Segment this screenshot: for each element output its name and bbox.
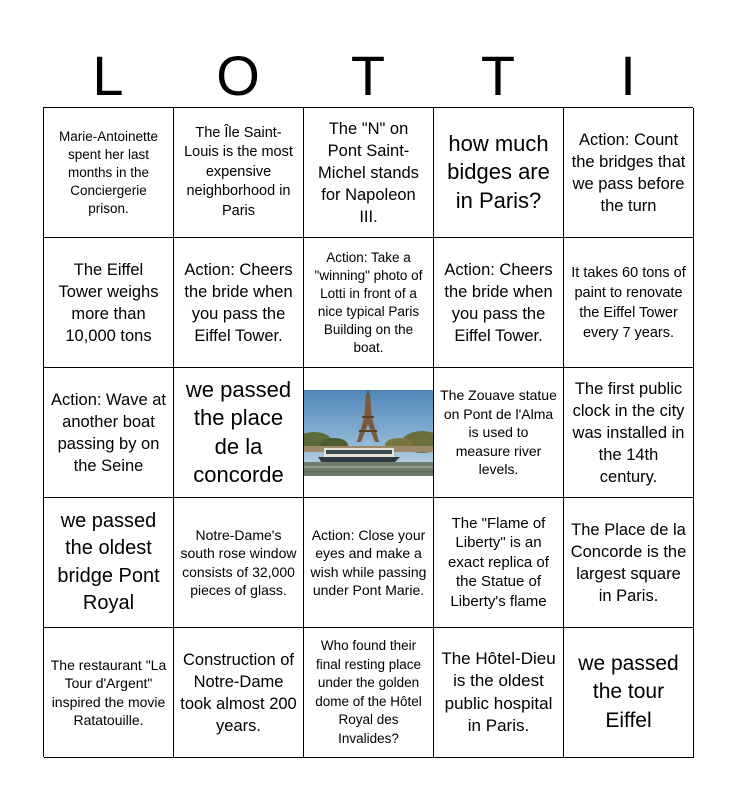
cell-text: The Zouave statue on Pont de l'Alma is used to measure river levels. (440, 387, 557, 478)
bingo-cell[interactable] (44, 238, 174, 368)
bingo-cell[interactable] (304, 108, 434, 238)
cell-text: The Eiffel Tower weighs more than 10,000 tons (58, 260, 159, 345)
bingo-cell[interactable] (434, 368, 564, 498)
title-letter: L (92, 44, 124, 107)
bingo-cell[interactable] (174, 238, 304, 368)
title-letter: T (350, 44, 386, 107)
bingo-cell[interactable] (174, 628, 304, 758)
cell-text: Who found their final resting place under the golden dome of the Hôtel Royal des Invalides? (315, 638, 422, 746)
cell-text: Action: Cheers the bride when you pass the Eiffel Tower. (184, 260, 293, 345)
bingo-title (43, 44, 693, 108)
cell-text: It takes 60 tons of paint to renovate the Eiffel Tower every 7 years. (571, 264, 686, 341)
bingo-cell[interactable] (174, 498, 304, 628)
bingo-cell[interactable] (564, 498, 694, 628)
cell-text: The first public clock in the city was installed in the 14th century. (572, 379, 685, 486)
bingo-cell[interactable] (434, 238, 564, 368)
bingo-cell[interactable] (44, 498, 174, 628)
cell-text: Notre-Dame's south rose window consists of 32,000 pieces of glass. (180, 526, 297, 598)
bingo-cell[interactable] (174, 108, 304, 238)
bingo-cell[interactable] (434, 108, 564, 238)
cell-text: how much bidges are in Paris? (447, 130, 550, 213)
bingo-cell[interactable] (304, 498, 434, 628)
bingo-cell[interactable] (44, 368, 174, 498)
cell-text: Action: Cheers the bride when you pass the Eiffel Tower. (444, 260, 553, 345)
cell-text: The restaurant "La Tour d'Argent" inspired the movie Ratatouille. (50, 656, 167, 728)
cell-text: Action: Wave at another boat passing by on the Seine (51, 390, 166, 475)
cell-text: we passed the tour Eiffel (578, 651, 679, 732)
cell-text: we passed the oldest bridge Pont Royal (57, 509, 160, 614)
cell-text: The "Flame of Liberty" is an exact replica of the Statue of Liberty's flame (448, 514, 549, 610)
cell-text: Action: Close your eyes and make a wish while passing under Pont Marie. (310, 526, 427, 598)
bingo-cell[interactable] (564, 238, 694, 368)
bingo-cell[interactable] (564, 628, 694, 758)
bingo-cell[interactable] (44, 628, 174, 758)
eiffel-tower-photo (304, 390, 433, 476)
bingo-cell[interactable] (564, 368, 694, 498)
bingo-grid (43, 107, 693, 757)
free-space-photo-cell[interactable] (304, 368, 434, 498)
bingo-cell[interactable] (434, 628, 564, 758)
bingo-cell[interactable] (174, 368, 304, 498)
cell-text: The Place de la Concorde is the largest square in Paris. (570, 520, 687, 605)
title-letter: T (480, 44, 516, 107)
cell-text: Action: Take a "winning" photo of Lotti in front of a nice typical Paris Building on the boat. (314, 249, 423, 355)
bingo-cell[interactable] (304, 628, 434, 758)
cell-text: The "N" on Pont Saint-Michel stands for Napoleon III. (318, 119, 419, 226)
cell-text: The Hôtel-Dieu is the oldest public hospital in Paris. (441, 648, 556, 735)
bingo-cell[interactable] (564, 108, 694, 238)
bingo-cell[interactable] (304, 238, 434, 368)
cell-text: Construction of Notre-Dame took almost 200 years. (180, 650, 297, 735)
bingo-cell[interactable] (44, 108, 174, 238)
cell-text: Marie-Antoinette spent her last months in the Conciergerie prison. (58, 128, 159, 216)
title-letter: I (620, 44, 636, 107)
title-letter: O (216, 44, 260, 107)
bingo-cell[interactable] (434, 498, 564, 628)
cell-text: The Île Saint-Louis is the most expensive neighborhood in Paris (184, 124, 293, 219)
cell-text: Action: Count the bridges that we pass before the turn (571, 130, 686, 215)
cell-text: we passed the place de la concorde (185, 376, 292, 487)
